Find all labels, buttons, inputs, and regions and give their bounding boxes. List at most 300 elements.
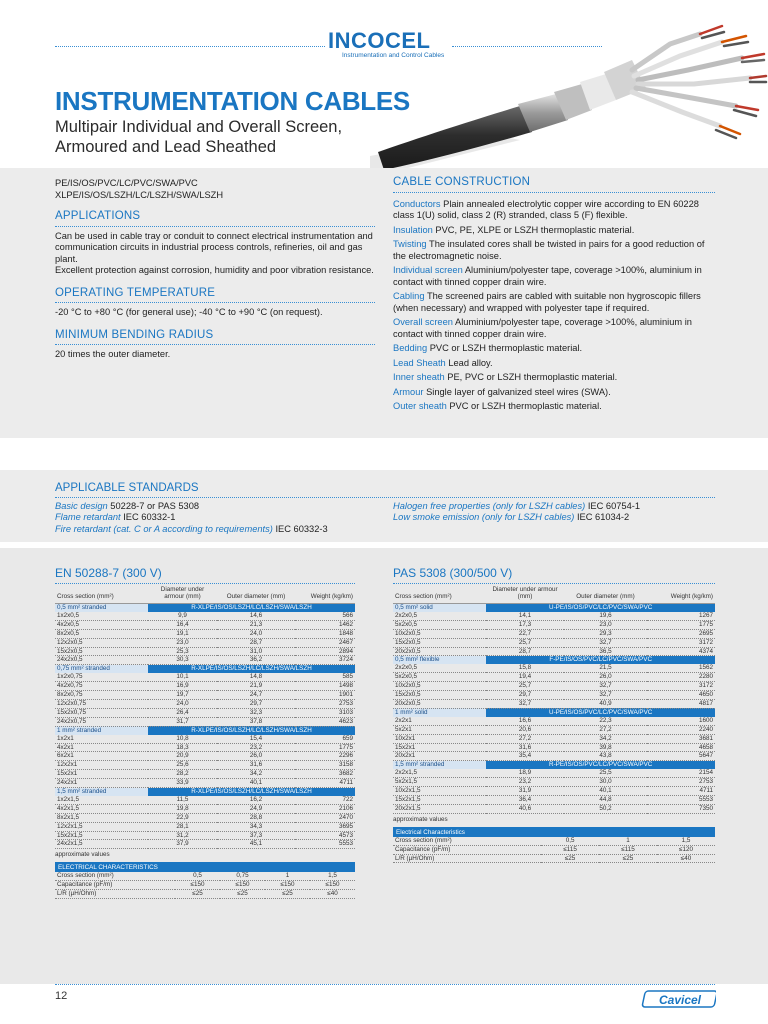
group-label: 1,5 mm² stranded xyxy=(393,761,486,769)
table-cell: 1x2x1,5 xyxy=(55,796,148,804)
table-cell: 8x2x0,75 xyxy=(55,691,148,700)
table-cell: 4817 xyxy=(647,699,715,708)
table-cell: 40,1 xyxy=(217,779,295,788)
construction-text: The insulated cores shall be twisted in pairs for a good reduction of the electromagnetic noise. xyxy=(393,239,705,261)
table-cell: 16,6 xyxy=(486,717,563,725)
table-row xyxy=(55,761,355,770)
table-cell: 8x2x0,5 xyxy=(55,629,148,638)
group-type: U-PE/IS/OS/PVC/LC/PVC/SWA/PVC xyxy=(486,604,715,612)
table-row xyxy=(393,734,715,743)
table-cell: 31,6 xyxy=(486,743,563,752)
table-cell: 34,3 xyxy=(217,822,295,831)
table-cell: 1462 xyxy=(295,620,355,629)
table-cell: 1x2x1 xyxy=(55,735,148,743)
table-cell: 1600 xyxy=(647,717,715,725)
table-cell: 24x2x1 xyxy=(55,779,148,788)
table-cell: 26,0 xyxy=(564,673,648,682)
table-cell: 4711 xyxy=(647,787,715,796)
table-row xyxy=(393,664,715,672)
table-cell: 15,8 xyxy=(486,664,563,672)
electrical-cell: 1 xyxy=(265,872,310,880)
table-cell: 29,7 xyxy=(486,691,563,700)
table-row xyxy=(393,787,715,796)
table-cell: 12x2x0,75 xyxy=(55,699,148,708)
table-cell: 22,3 xyxy=(564,717,648,725)
table-cell: 16,4 xyxy=(148,620,217,629)
table-cell: 2695 xyxy=(647,629,715,638)
table-cell: 2467 xyxy=(295,638,355,647)
table-cell: 27,2 xyxy=(486,734,563,743)
table-cell: 19,7 xyxy=(148,691,217,700)
table-cell: 19,6 xyxy=(564,612,648,620)
table-cell: 2240 xyxy=(647,725,715,734)
table-cell: 34,2 xyxy=(564,734,648,743)
table-cell: 4658 xyxy=(647,743,715,752)
pas-table-wrap xyxy=(393,586,715,863)
table-row xyxy=(393,699,715,708)
construction-text: Aluminium/polyester tape, coverage >100%, aluminium in contact with tinned copper drain wire. xyxy=(393,317,692,339)
table-cell: 21,5 xyxy=(564,664,648,672)
table-cell: 2753 xyxy=(647,778,715,787)
column-header: Weight (kg/km) xyxy=(647,586,715,604)
group-label: 0,5 mm² stranded xyxy=(55,604,148,612)
table-cell: 10,8 xyxy=(148,735,217,743)
table-row xyxy=(55,831,355,840)
table-cell: 5647 xyxy=(647,752,715,761)
electrical-characteristics xyxy=(393,827,715,864)
table-cell: 36,5 xyxy=(564,647,648,656)
construction-key: Conductors xyxy=(393,198,441,209)
construction-item xyxy=(393,317,715,340)
table-row xyxy=(393,725,715,734)
footer-rule xyxy=(55,984,715,985)
table-cell: 1775 xyxy=(647,620,715,629)
en-table-wrap xyxy=(55,586,355,899)
table-row xyxy=(55,673,355,681)
electrical-cell: ≤150 xyxy=(310,881,355,890)
table-cell: 6x2x1 xyxy=(55,752,148,761)
table-row xyxy=(55,796,355,804)
standard-value: IEC 60754-1 xyxy=(585,501,641,511)
table-cell: 28,7 xyxy=(486,647,563,656)
electrical-characteristics xyxy=(55,862,355,899)
table-cell: 12x2x1,5 xyxy=(55,822,148,831)
table-cell: 23,0 xyxy=(148,638,217,647)
electrical-cell: 1,5 xyxy=(657,837,715,845)
table-cell: 25,3 xyxy=(148,647,217,656)
table-row xyxy=(393,769,715,777)
construction-key: Cabling xyxy=(393,291,425,301)
table-cell: 21,3 xyxy=(217,620,295,629)
table-cell: 2x2x1,5 xyxy=(393,769,486,777)
table-row xyxy=(393,647,715,656)
column-header: Outer diameter (mm) xyxy=(564,586,648,604)
en-table-heading: EN 50288-7 (300 V) xyxy=(55,566,355,584)
electrical-cell: ≤150 xyxy=(220,881,265,890)
page-subtitle xyxy=(55,117,385,157)
table-cell: 20x2x0,5 xyxy=(393,647,486,656)
group-type: R-XLPE/IS/OS/LSZH/LC/LSZH/SWA/LSZH xyxy=(148,604,355,612)
table-cell: 16,2 xyxy=(217,796,295,804)
table-cell: 18,3 xyxy=(148,743,217,752)
table-cell: 20,6 xyxy=(486,725,563,734)
standard-item xyxy=(393,512,723,523)
table-cell: 31,7 xyxy=(148,717,217,726)
table-cell: 31,6 xyxy=(217,761,295,770)
table-cell: 31,9 xyxy=(486,787,563,796)
table-row xyxy=(55,770,355,779)
table-cell: 19,8 xyxy=(148,804,217,813)
cable-illustration xyxy=(370,14,768,170)
table-cell: 2470 xyxy=(295,813,355,822)
table-cell: 3681 xyxy=(647,734,715,743)
electrical-cell: ≤40 xyxy=(310,890,355,899)
electrical-cell: 1,5 xyxy=(310,872,355,880)
table-cell: 1x2x0,5 xyxy=(55,612,148,620)
construction-key: Armour xyxy=(393,386,424,397)
electrical-cell: L/R (µH/Ohm) xyxy=(393,854,541,863)
table-cell: 10x2x0,5 xyxy=(393,629,486,638)
group-type: R-XLPE/IS/OS/LSZH/LC/LSZH/SWA/LSZH xyxy=(148,665,355,673)
table-cell: 29,7 xyxy=(217,699,295,708)
table-cell: 2280 xyxy=(647,673,715,682)
standard-value: IEC 60332-3 xyxy=(272,523,328,534)
table-cell: 20x2x1,5 xyxy=(393,804,486,813)
group-type: R-XLPE/IS/OS/LSZH/LC/LSZH/SWA/LSZH xyxy=(148,726,355,734)
table-cell: 2753 xyxy=(295,699,355,708)
group-label: 1 mm² stranded xyxy=(55,726,148,734)
electrical-cell: ≤25 xyxy=(175,890,220,899)
table-cell: 4x2x0,75 xyxy=(55,682,148,691)
standards-left xyxy=(55,501,395,535)
electrical-cell: ≤115 xyxy=(541,845,599,854)
table-cell: 4711 xyxy=(295,779,355,788)
table-cell: 4x2x0,5 xyxy=(55,620,148,629)
table-cell: 32,7 xyxy=(564,638,648,647)
table-cell: 1x2x0,75 xyxy=(55,673,148,681)
table-cell: 5553 xyxy=(295,840,355,849)
table-cell: 40,1 xyxy=(564,787,648,796)
construction-key: Inner sheath xyxy=(393,372,445,382)
table-cell: 28,7 xyxy=(217,638,295,647)
table-cell: 31,0 xyxy=(217,647,295,656)
table-row xyxy=(55,620,355,629)
electrical-heading: ELECTRICAL CHARACTERISTICS xyxy=(55,862,355,872)
group-row xyxy=(55,788,355,796)
en-table-data-table xyxy=(55,586,355,849)
standard-key: Basic design xyxy=(55,501,108,511)
table-cell: 22,9 xyxy=(148,813,217,822)
table-cell: 5x2x1,5 xyxy=(393,778,486,787)
group-type: F-PE/IS/OS/PVC/LC/PVC/SWA/PVC xyxy=(486,656,715,664)
construction-text: PVC, PE, XLPE or LSZH thermoplastic material. xyxy=(432,224,635,235)
table-cell: 24,7 xyxy=(217,691,295,700)
table-row xyxy=(393,717,715,725)
table-cell: 34,2 xyxy=(217,770,295,779)
group-type: R-PE/IS/OS/PVC/LC/PVC/SWA/PVC xyxy=(486,761,715,769)
temperature-heading: OPERATING TEMPERATURE xyxy=(55,288,375,304)
table-cell: 26,4 xyxy=(148,708,217,717)
table-cell: 4x2x1 xyxy=(55,743,148,752)
table-cell: 3172 xyxy=(647,638,715,647)
table-row xyxy=(55,612,355,620)
table-cell: 3724 xyxy=(295,656,355,665)
electrical-row xyxy=(393,854,715,863)
electrical-table xyxy=(393,837,715,864)
table-cell: 22,7 xyxy=(486,629,563,638)
construction-key: Twisting xyxy=(393,239,427,249)
table-cell: 585 xyxy=(295,673,355,681)
table-cell: 29,3 xyxy=(564,629,648,638)
table-row xyxy=(393,612,715,620)
table-header-row xyxy=(55,586,355,604)
electrical-cell: ≤115 xyxy=(599,845,657,854)
construction-key: Overall screen xyxy=(393,317,453,327)
table-cell: 659 xyxy=(295,735,355,743)
construction-heading: CABLE CONSTRUCTION xyxy=(393,177,715,193)
standard-key: Flame retardant xyxy=(55,512,121,523)
construction-item xyxy=(393,239,715,262)
table-row xyxy=(55,743,355,752)
construction-item xyxy=(393,265,715,288)
electrical-cell: Cross section (mm²) xyxy=(393,837,541,845)
table-cell: 15x2x1,5 xyxy=(55,831,148,840)
electrical-cell: ≤25 xyxy=(265,890,310,899)
table-cell: 30,0 xyxy=(564,778,648,787)
group-row xyxy=(393,708,715,716)
electrical-cell: 0,5 xyxy=(175,872,220,880)
table-cell: 3103 xyxy=(295,708,355,717)
electrical-cell: 0,5 xyxy=(541,837,599,845)
table-cell: 14,8 xyxy=(217,673,295,681)
construction-item xyxy=(393,199,715,222)
page-title: INSTRUMENTATION CABLES xyxy=(55,86,410,116)
table-row xyxy=(393,673,715,682)
construction-item xyxy=(393,401,715,413)
table-row xyxy=(55,804,355,813)
electrical-cell: L/R (µH/Ohm) xyxy=(55,890,175,899)
electrical-row xyxy=(55,872,355,880)
table-cell: 40,6 xyxy=(486,804,563,813)
electrical-cell: ≤150 xyxy=(175,881,220,890)
table-cell: 2894 xyxy=(295,647,355,656)
table-cell: 31,2 xyxy=(148,831,217,840)
table-cell: 12x2x0,5 xyxy=(55,638,148,647)
group-row xyxy=(55,665,355,673)
group-label: 0,75 mm² stranded xyxy=(55,665,148,673)
table-cell: 28,8 xyxy=(217,813,295,822)
table-row xyxy=(55,717,355,726)
logo-text: INCOCEL xyxy=(328,28,431,53)
table-cell: 11,5 xyxy=(148,796,217,804)
column-header: Cross section (mm²) xyxy=(393,586,486,604)
table-cell: 32,7 xyxy=(564,682,648,691)
construction-item xyxy=(393,343,715,355)
electrical-cell: ≤25 xyxy=(541,854,599,863)
table-row xyxy=(393,752,715,761)
table-cell: 2x2x0,5 xyxy=(393,664,486,672)
table-cell: 37,3 xyxy=(217,831,295,840)
table-cell: 20,9 xyxy=(148,752,217,761)
construction-text: Plain annealed electrolytic copper wire according to EN 60228 class 1(U) solid, class 2 (R) stranded, class 5 (F) flexible. xyxy=(393,198,699,220)
table-cell: 4623 xyxy=(295,717,355,726)
table-cell: 15x2x0,75 xyxy=(55,708,148,717)
table-cell: 3682 xyxy=(295,770,355,779)
construction-text: Aluminium/polyester tape, coverage >100%, aluminium in contact with tinned copper drain wire. xyxy=(393,265,702,287)
table-cell: 2296 xyxy=(295,752,355,761)
table-cell: 2x2x1 xyxy=(393,717,486,725)
table-cell: 24x2x0,75 xyxy=(55,717,148,726)
group-label: 1,5 mm² stranded xyxy=(55,788,148,796)
table-row xyxy=(393,743,715,752)
table-cell: 24,0 xyxy=(148,699,217,708)
table-row xyxy=(393,795,715,804)
table-row xyxy=(393,638,715,647)
table-header-row xyxy=(393,586,715,604)
group-row xyxy=(393,656,715,664)
pas-table-heading: PAS 5308 (300/500 V) xyxy=(393,566,715,584)
table-row xyxy=(55,656,355,665)
table-row xyxy=(393,804,715,813)
table-row xyxy=(393,620,715,629)
approximate-values-note: approximate values xyxy=(55,851,110,859)
table-cell: 4374 xyxy=(647,647,715,656)
table-cell: 37,8 xyxy=(217,717,295,726)
header-rule-left xyxy=(55,46,325,47)
group-type: R-XLPE/IS/OS/LSZH/LC/LSZH/SWA/LSZH xyxy=(148,788,355,796)
table-cell: 12x2x1 xyxy=(55,761,148,770)
standard-value: IEC 61034-2 xyxy=(574,512,630,523)
table-cell: 25,5 xyxy=(564,769,648,777)
table-cell: 2x2x0,5 xyxy=(393,612,486,620)
electrical-cell: ≤120 xyxy=(657,845,715,854)
table-row xyxy=(55,682,355,691)
standard-key: Halogen free properties (only for LSZH cables) xyxy=(393,501,586,511)
left-column xyxy=(55,178,375,372)
table-cell: 4x2x1,5 xyxy=(55,804,148,813)
table-cell: 4650 xyxy=(647,691,715,700)
table-cell: 19,4 xyxy=(486,673,563,682)
table-row xyxy=(55,779,355,788)
electrical-cell: Capacitance (pF/m) xyxy=(55,881,175,890)
table-cell: 3695 xyxy=(295,822,355,831)
table-row xyxy=(393,778,715,787)
column-header: Weight (kg/km) xyxy=(295,586,355,604)
table-row xyxy=(55,822,355,831)
table-cell: 16,9 xyxy=(148,682,217,691)
standard-item xyxy=(55,524,395,535)
table-cell: 28,2 xyxy=(148,770,217,779)
table-cell: 21,9 xyxy=(217,682,295,691)
table-cell: 1848 xyxy=(295,629,355,638)
table-cell: 1267 xyxy=(647,612,715,620)
table-cell: 30,3 xyxy=(148,656,217,665)
table-cell: 23,2 xyxy=(217,743,295,752)
table-row xyxy=(55,840,355,849)
table-cell: 20x2x1 xyxy=(393,752,486,761)
construction-key: Bedding xyxy=(393,343,428,353)
group-label: 0,5 mm² flexible xyxy=(393,656,486,664)
table-cell: 15x2x0,5 xyxy=(55,647,148,656)
construction-item xyxy=(393,225,715,237)
electrical-cell: 0,75 xyxy=(220,872,265,880)
construction-column xyxy=(393,177,715,416)
applications-text-1: Can be used in cable tray or conduit to connect electrical instrumentation and communication circuits in industrial process controls, refineries, oil and gas plant. xyxy=(55,230,373,264)
standards-heading: APPLICABLE STANDARDS xyxy=(55,482,715,498)
bending-text: 20 times the outer diameter. xyxy=(55,349,171,359)
applications-text-2: Excellent protection against corrosion, humidity and poor vibration resistance. xyxy=(55,265,374,275)
construction-text: The screened pairs are cabled with suitable non hygroscopic fillers (when necessary) and wrapped with polyester tape if required. xyxy=(393,291,701,313)
table-cell: 24x2x1,5 xyxy=(55,840,148,849)
table-cell: 40,9 xyxy=(564,699,648,708)
cavicel-logo xyxy=(640,988,716,1010)
table-cell: 20x2x0,5 xyxy=(393,699,486,708)
column-header: Diameter under armour (mm) xyxy=(148,586,217,604)
table-cell: 10x2x0,5 xyxy=(393,682,486,691)
electrical-cell: Cross section (mm²) xyxy=(55,872,175,880)
table-cell: 15x2x0,5 xyxy=(393,638,486,647)
standard-item xyxy=(55,501,395,512)
table-cell: 25,7 xyxy=(486,638,563,647)
table-cell: 24,0 xyxy=(217,629,295,638)
table-cell: 19,1 xyxy=(148,629,217,638)
column-header: Cross section (mm²) xyxy=(55,586,148,604)
standard-key: Fire retardant (cat. C or A according to requirements) xyxy=(55,523,273,534)
table-cell: 3158 xyxy=(295,761,355,770)
table-cell: 1901 xyxy=(295,691,355,700)
table-cell: 18,9 xyxy=(486,769,563,777)
table-row xyxy=(55,813,355,822)
table-cell: 8x2x1,5 xyxy=(55,813,148,822)
table-cell: 27,2 xyxy=(564,725,648,734)
construction-text: Single layer of galvanized steel wires (SWA). xyxy=(423,386,611,397)
construction-item xyxy=(393,372,715,384)
construction-text: PE, PVC or LSZH thermoplastic material. xyxy=(444,372,618,382)
table-cell: 23,0 xyxy=(564,620,648,629)
electrical-cell: ≤25 xyxy=(220,890,265,899)
table-row xyxy=(393,682,715,691)
column-header: Outer diameter (mm) xyxy=(217,586,295,604)
table-cell: 5x2x1 xyxy=(393,725,486,734)
construction-item xyxy=(393,358,715,370)
construction-key: Lead Sheath xyxy=(393,357,446,368)
electrical-row xyxy=(393,837,715,845)
table-cell: 566 xyxy=(295,612,355,620)
group-type: U-PE/IS/OS/PVC/LC/PVC/SWA/PVC xyxy=(486,708,715,716)
table-cell: 43,8 xyxy=(564,752,648,761)
group-label: 1 mm² solid xyxy=(393,708,486,716)
table-cell: 15x2x1 xyxy=(55,770,148,779)
table-cell: 32,7 xyxy=(564,691,648,700)
table-cell: 50,2 xyxy=(564,804,648,813)
electrical-cell: ≤40 xyxy=(657,854,715,863)
electrical-cell: Capacitance (pF/m) xyxy=(393,845,541,854)
column-header: Diameter under armour (mm) xyxy=(486,586,563,604)
cable-code-pvc: PE/IS/OS/PVC/LC/PVC/SWA/PVC xyxy=(55,178,198,188)
table-cell: 17,3 xyxy=(486,620,563,629)
subtitle-line-1: Multipair Individual and Overall Screen, xyxy=(55,118,343,136)
table-cell: 26,0 xyxy=(217,752,295,761)
table-cell: 15x2x1 xyxy=(393,743,486,752)
electrical-heading: Electrical Characteristics xyxy=(393,827,715,837)
table-row xyxy=(393,629,715,638)
table-cell: 25,6 xyxy=(148,761,217,770)
electrical-row xyxy=(393,845,715,854)
table-cell: 10,1 xyxy=(148,673,217,681)
pas-table-data-table xyxy=(393,586,715,814)
bending-heading: MINIMUM BENDING RADIUS xyxy=(55,330,375,346)
table-cell: 39,8 xyxy=(564,743,648,752)
